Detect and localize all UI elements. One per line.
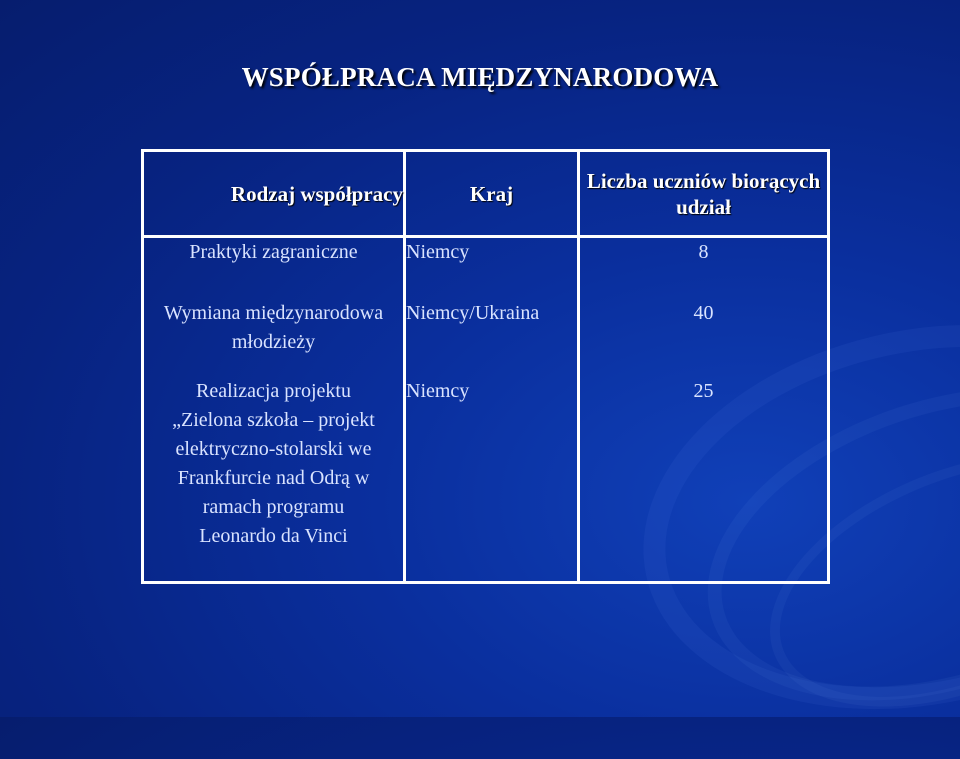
cell-country: Niemcy bbox=[405, 237, 579, 299]
cell-student-count: 25 bbox=[579, 377, 829, 583]
table-header-row bbox=[143, 151, 829, 237]
cell-student-count: 40 bbox=[579, 299, 829, 377]
slide-title: WSPÓŁPRACA MIĘDZYNARODOWA bbox=[241, 62, 719, 92]
cell-student-count: 8 bbox=[579, 237, 829, 299]
table-row bbox=[143, 299, 829, 377]
header-student-count: Liczba uczniów biorących udział bbox=[579, 151, 829, 237]
cell-text-line: Frankfurcie nad Odrą w bbox=[177, 466, 370, 489]
cell-text-line: „Zielona szkoła – projekt bbox=[172, 408, 375, 431]
cell-text-line: ramach programu bbox=[202, 495, 345, 518]
cell-cooperation-type bbox=[143, 377, 405, 583]
cell-text-line: Leonardo da Vinci bbox=[199, 524, 348, 547]
cell-country: Niemcy bbox=[405, 377, 579, 583]
cell-text-line: elektryczno-stolarski we bbox=[175, 437, 372, 460]
header-cooperation-type: Rodzaj współpracy bbox=[143, 151, 405, 237]
table-row bbox=[143, 237, 829, 299]
cell-text-line: Realizacja projektu bbox=[196, 379, 351, 402]
table-row bbox=[143, 377, 829, 583]
cell-text-line: Praktyki zagraniczne bbox=[189, 241, 358, 263]
header-country: Kraj bbox=[405, 151, 579, 237]
cell-cooperation-type bbox=[143, 237, 405, 299]
cell-cooperation-type bbox=[143, 299, 405, 377]
cell-country: Niemcy/Ukraina bbox=[405, 299, 579, 377]
cell-text-line: Wymiana międzynarodowa bbox=[163, 301, 384, 324]
cooperation-table bbox=[141, 149, 830, 584]
cell-text-line: młodzieży bbox=[231, 330, 316, 353]
